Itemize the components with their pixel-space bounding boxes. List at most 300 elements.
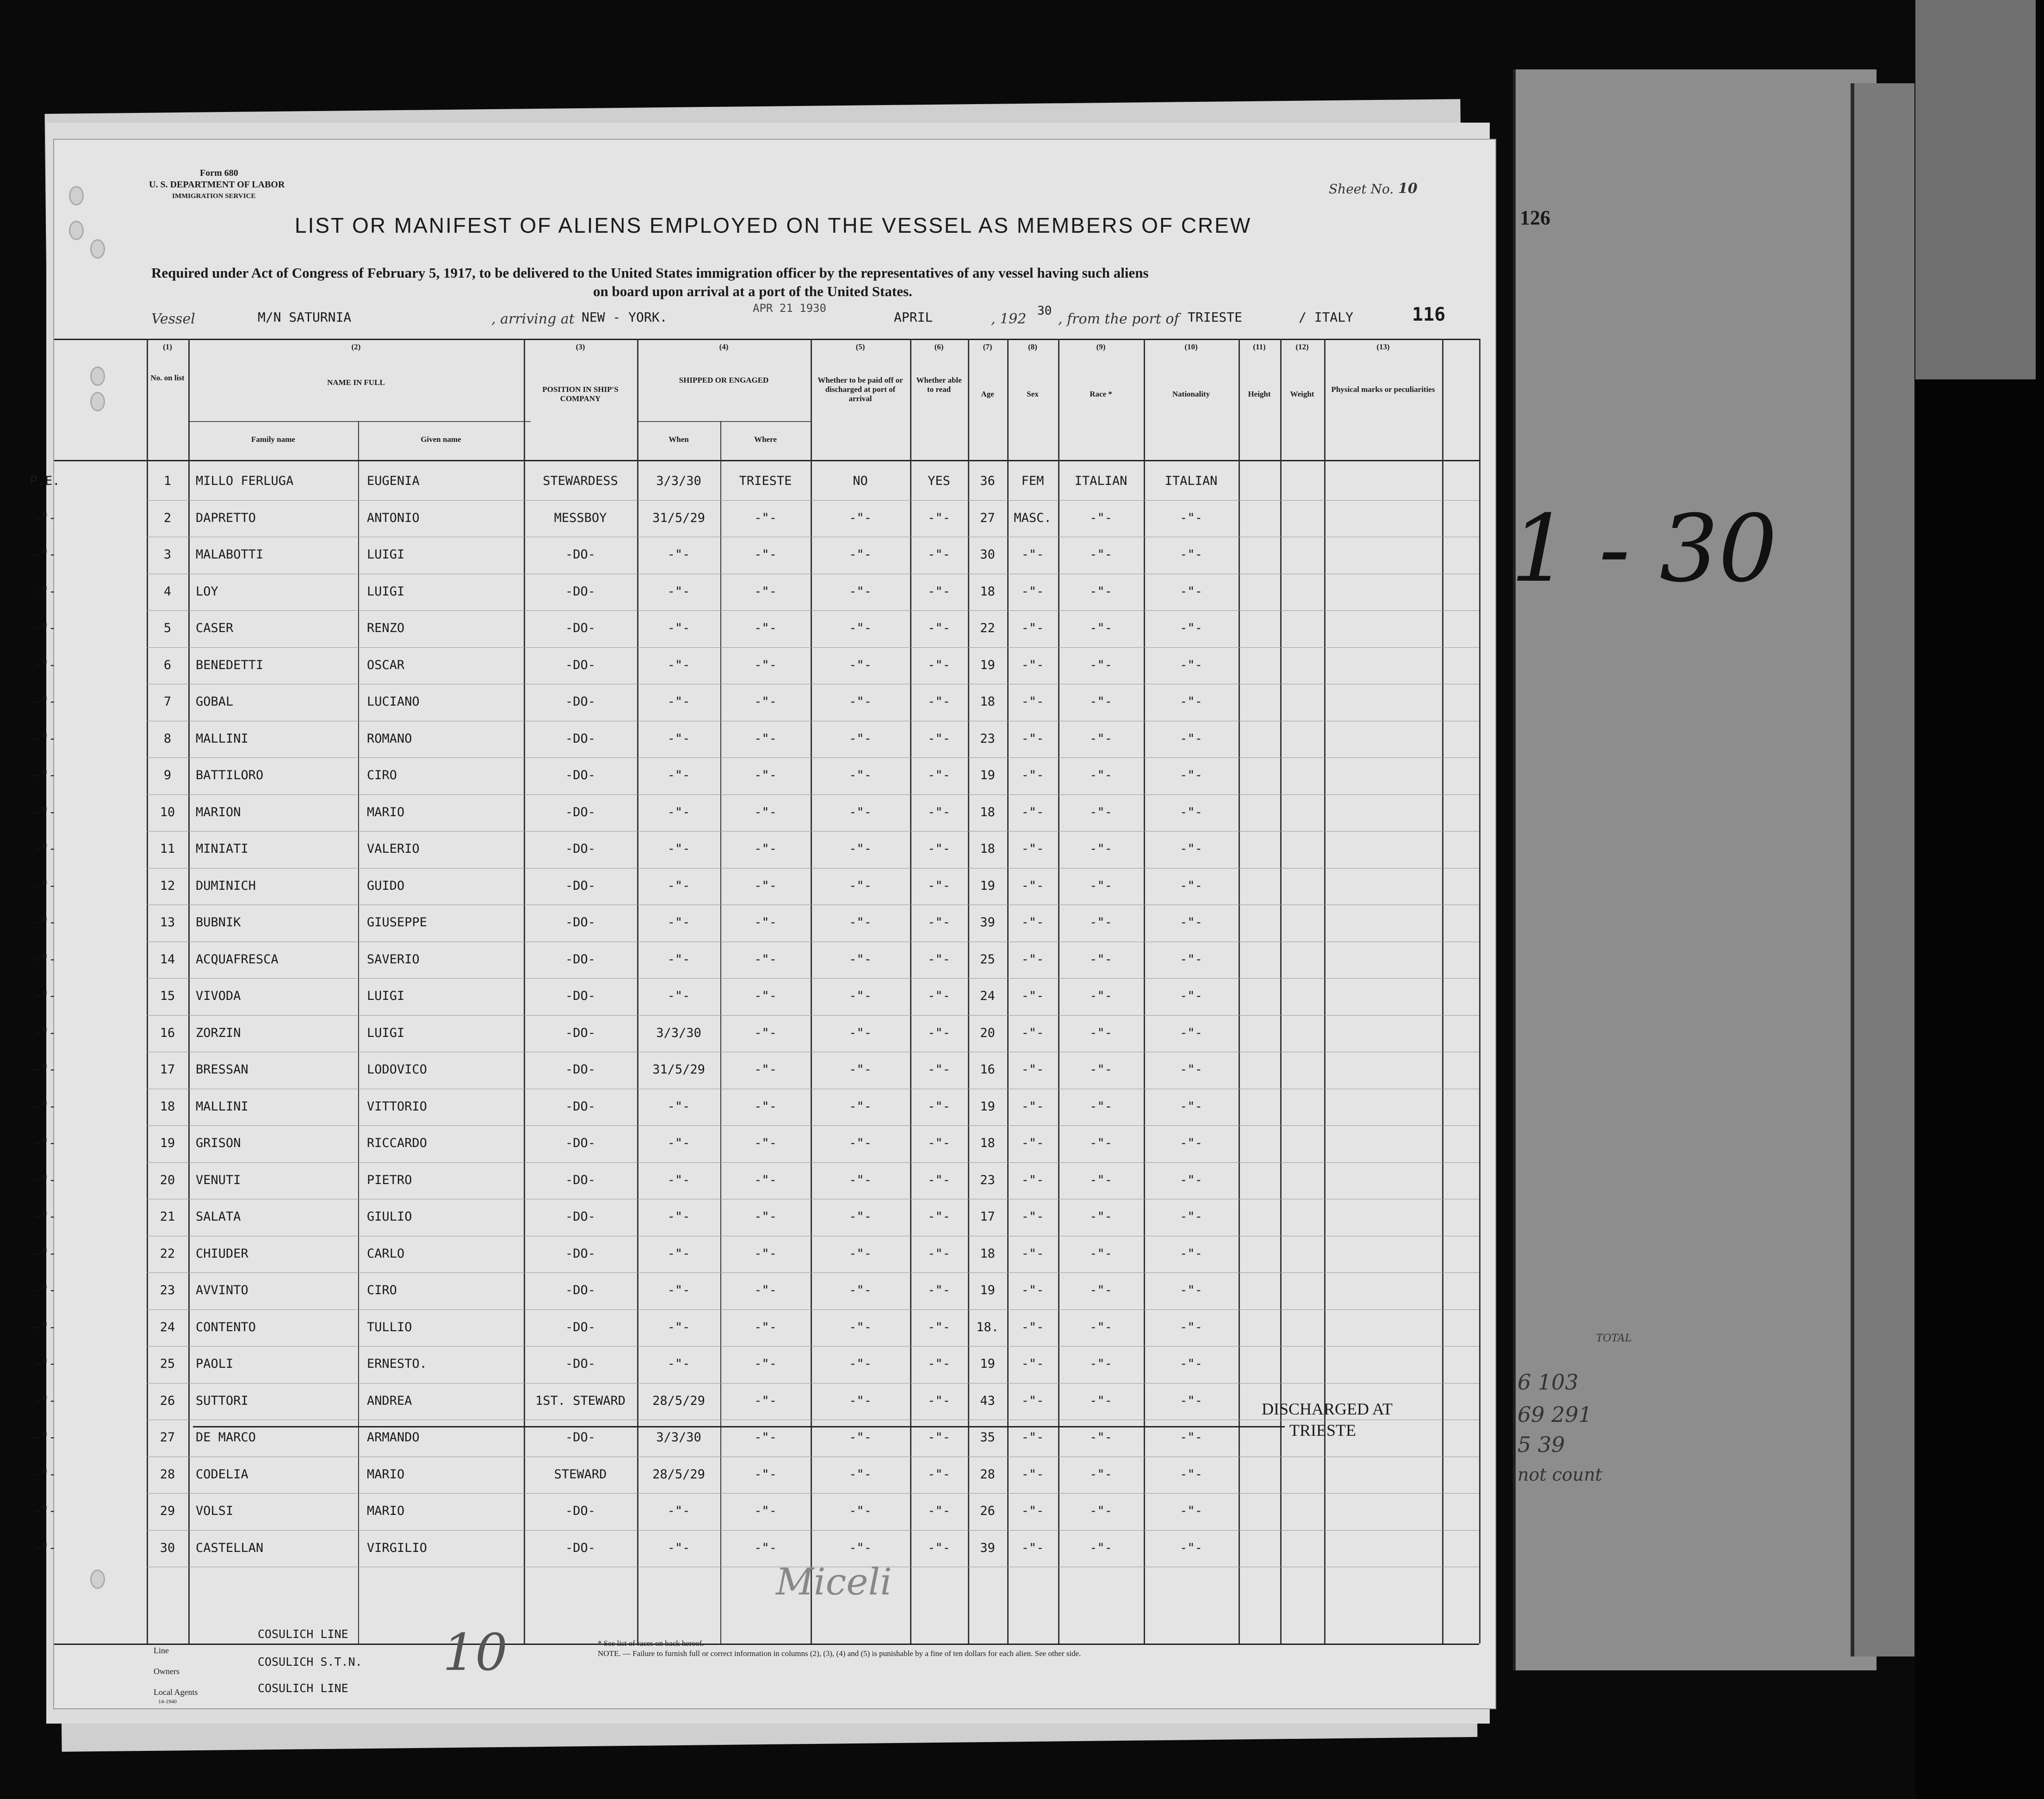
given-name: MARIO (367, 805, 405, 819)
row-number: 2 (163, 510, 172, 525)
nationality: -"- (1180, 695, 1202, 709)
strikethrough-line (193, 1426, 1285, 1427)
nationality: -"- (1180, 1136, 1202, 1150)
sex: -"- (1021, 1320, 1044, 1334)
nationality: -"- (1180, 1320, 1202, 1334)
position: STEWARD (554, 1467, 607, 1482)
table-top-rule (54, 339, 1479, 340)
paid-off: -"- (849, 805, 872, 819)
races-note: * See list of races on back hereof. (598, 1639, 704, 1648)
sex: MASC. (1014, 510, 1052, 525)
able-to-read: -"- (928, 1062, 950, 1077)
shipped-when: 3/3/30 (656, 1025, 701, 1040)
family-name: ACQUAFRESCA (196, 952, 279, 967)
manifest-subtitle-2: on board upon arrival at a port of the United States. (593, 283, 912, 299)
line-value: COSULICH LINE (258, 1627, 348, 1641)
year-label: , 192 (991, 311, 1027, 327)
shipped-where: -"- (754, 731, 777, 746)
given-name: ANTONIO (367, 510, 420, 525)
shipped-when: -"- (667, 805, 690, 819)
shipped-where: -"- (754, 1357, 777, 1371)
nationality: -"- (1180, 989, 1202, 1003)
nationality: -"- (1180, 1210, 1202, 1224)
shipped-when: -"- (667, 695, 690, 709)
row-margin-mark: -"- (33, 1357, 56, 1371)
race: -"- (1090, 1504, 1112, 1518)
shipped-when: 28/5/29 (652, 1467, 705, 1482)
sex: -"- (1021, 1357, 1044, 1371)
age: 23 (980, 731, 995, 746)
agents-value: COSULICH LINE (258, 1681, 348, 1695)
col-number: (2) (351, 342, 361, 351)
col-number: (1) (163, 342, 172, 351)
header-nationality: Nationality (1172, 390, 1210, 398)
paid-off: -"- (849, 1210, 872, 1224)
family-name: CODELIA (196, 1467, 248, 1482)
nationality: -"- (1180, 1357, 1202, 1371)
given-name: ERNESTO. (367, 1357, 427, 1371)
shipped-where: -"- (754, 989, 777, 1003)
header-position: POSITION IN SHIP'S COMPANY (542, 385, 619, 403)
able-to-read: -"- (928, 805, 950, 819)
given-name: PIETRO (367, 1172, 412, 1187)
nationality: -"- (1180, 1504, 1202, 1518)
stamp-number: 116 (1412, 304, 1446, 325)
family-name: BATTILORO (196, 768, 264, 782)
paid-off: -"- (849, 1062, 872, 1077)
age: 18 (980, 1136, 995, 1150)
shipped-when: -"- (667, 584, 690, 599)
shipped-when: -"- (667, 658, 690, 672)
given-name: ANDREA (367, 1393, 412, 1408)
header-sex: Sex (1027, 390, 1039, 398)
age: 36 (980, 474, 995, 488)
age: 28 (980, 1467, 995, 1482)
table-row (33, 979, 1479, 1016)
table-body (30, 464, 1479, 1644)
able-to-read: -"- (928, 621, 950, 635)
shipped-where: -"- (754, 658, 777, 672)
table-row (33, 1273, 1479, 1310)
position: -DO- (565, 915, 596, 930)
shipped-when: -"- (667, 1283, 690, 1297)
row-margin-mark: -"- (33, 658, 56, 672)
row-margin-mark: -"- (33, 842, 56, 856)
age: 39 (980, 915, 995, 930)
paid-off: -"- (849, 1357, 872, 1371)
race: -"- (1090, 989, 1112, 1003)
family-name: MILLO FERLUGA (196, 474, 294, 488)
table-row (33, 574, 1479, 611)
family-name: MALLINI (196, 731, 248, 746)
shipped-when: -"- (667, 878, 690, 893)
row-margin-mark: -"- (33, 768, 56, 782)
shipped-when: -"- (667, 731, 690, 746)
position: -DO- (565, 952, 596, 967)
age: 18 (980, 805, 995, 819)
row-margin-mark: -"- (33, 584, 56, 599)
paid-off: -"- (849, 547, 872, 562)
position: -DO- (565, 658, 596, 672)
shipped-where: -"- (754, 1210, 777, 1224)
race: -"- (1090, 1320, 1112, 1334)
shipped-where: -"- (754, 584, 777, 599)
row-margin-mark: -"- (33, 989, 56, 1003)
sex: -"- (1021, 1246, 1044, 1261)
shipped-when: -"- (667, 915, 690, 930)
age: 30 (980, 547, 995, 562)
age: 18 (980, 842, 995, 856)
given-name: ARMANDO (367, 1430, 420, 1445)
shipped-where: -"- (754, 1430, 777, 1445)
table-row (33, 868, 1479, 906)
shipped-when: 28/5/29 (652, 1393, 705, 1408)
row-number: 8 (163, 731, 172, 746)
given-name: CIRO (367, 1283, 397, 1297)
age: 20 (980, 1025, 995, 1040)
row-number: 26 (160, 1393, 175, 1408)
nationality: -"- (1180, 731, 1202, 746)
race: -"- (1090, 805, 1112, 819)
position: -DO- (565, 1025, 596, 1040)
given-name: ROMANO (367, 731, 412, 746)
header-where: Where (754, 435, 777, 444)
sex: -"- (1021, 768, 1044, 782)
able-to-read: -"- (928, 952, 950, 967)
binding-strip (1915, 0, 2036, 379)
row-number: 24 (160, 1320, 175, 1334)
tally-line: not count (1518, 1464, 1603, 1485)
given-name: LUIGI (367, 989, 405, 1003)
family-name: BRESSAN (196, 1062, 248, 1077)
age: 22 (980, 621, 995, 635)
shipped-when: -"- (667, 1172, 690, 1187)
given-name: VIRGILIO (367, 1540, 427, 1555)
able-to-read: -"- (928, 658, 950, 672)
row-number: 28 (160, 1467, 175, 1482)
table-row (33, 1457, 1479, 1494)
able-to-read: -"- (928, 1430, 950, 1445)
shipped-where: -"- (754, 805, 777, 819)
header-no-on-list: No. on list (150, 373, 185, 382)
able-to-read: -"- (928, 1540, 950, 1555)
header-bottom-rule (54, 460, 1479, 461)
subheader-rule (637, 421, 811, 422)
position: -DO- (565, 805, 596, 819)
paid-off: -"- (849, 989, 872, 1003)
given-name: VITTORIO (367, 1099, 427, 1114)
given-name: GIULIO (367, 1210, 412, 1224)
race: -"- (1090, 731, 1112, 746)
sex: -"- (1021, 1136, 1044, 1150)
given-name: SAVERIO (367, 952, 420, 967)
header-family-name: Family name (251, 435, 295, 444)
fine-note: NOTE. — Failure to furnish full or correct information in columns (2), (3), (4) and (5) is punishable by a fine of ten dollars for each alien. See other side. (598, 1649, 1081, 1658)
row-number: 1 (163, 474, 172, 488)
race: -"- (1090, 1172, 1112, 1187)
family-name: GRISON (196, 1136, 241, 1150)
nationality: -"- (1180, 1025, 1202, 1040)
shipped-when: -"- (667, 1540, 690, 1555)
sheet-label: Sheet No. (1329, 181, 1394, 197)
header-shipped: SHIPPED OR ENGAGED (679, 376, 769, 385)
sex: -"- (1021, 1172, 1044, 1187)
nationality: -"- (1180, 878, 1202, 893)
row-number: 27 (160, 1430, 175, 1445)
tally-line: 5 39 (1518, 1432, 1565, 1457)
position: STEWARDESS (543, 474, 618, 488)
col-number: (11) (1253, 342, 1266, 351)
header-when: When (669, 435, 689, 444)
shipped-where: -"- (754, 915, 777, 930)
given-name: MARIO (367, 1467, 405, 1482)
sex: -"- (1021, 1467, 1044, 1482)
table-row (30, 464, 1479, 501)
shipped-where: -"- (754, 1320, 777, 1334)
col-number: (6) (934, 342, 944, 351)
sex: -"- (1021, 1025, 1044, 1040)
position: -DO- (565, 1062, 596, 1077)
race: -"- (1090, 1062, 1112, 1077)
nationality: -"- (1180, 842, 1202, 856)
paid-off: -"- (849, 1467, 872, 1482)
age: 18 (980, 584, 995, 599)
able-to-read: -"- (928, 878, 950, 893)
nationality: -"- (1180, 1467, 1202, 1482)
age: 19 (980, 658, 995, 672)
given-name: GIUSEPPE (367, 915, 427, 930)
header-paid-off: Whether to be paid off or discharged at port of arrival (818, 376, 903, 403)
paid-off: -"- (849, 915, 872, 930)
race: -"- (1090, 695, 1112, 709)
row-number: 6 (163, 658, 172, 672)
position: -DO- (565, 1210, 596, 1224)
header-physical-marks: Physical marks or peculiarities (1331, 385, 1435, 394)
background-sheet-edge (1851, 83, 1914, 1656)
family-name: CHIUDER (196, 1246, 248, 1261)
race: -"- (1090, 1099, 1112, 1114)
nationality: -"- (1180, 768, 1202, 782)
nationality: -"- (1180, 1099, 1202, 1114)
row-margin-mark: -"- (33, 1283, 56, 1297)
age: 18 (980, 695, 995, 709)
shipped-where: -"- (754, 842, 777, 856)
nationality: -"- (1180, 1393, 1202, 1408)
manifest-sheet (30, 139, 1496, 1709)
row-number: 25 (160, 1357, 175, 1371)
sheet-number: 10 (1398, 180, 1418, 197)
col-number: (5) (855, 342, 865, 351)
row-margin-mark: -"- (33, 1504, 56, 1518)
table-row (33, 648, 1479, 685)
position: MESSBOY (554, 510, 607, 525)
paid-off: -"- (849, 658, 872, 672)
sex: -"- (1021, 1283, 1044, 1297)
row-number: 10 (160, 805, 175, 819)
age: 19 (980, 1357, 995, 1371)
row-number: 9 (163, 768, 172, 782)
row-margin-mark: -"- (33, 1172, 56, 1187)
able-to-read: -"- (928, 695, 950, 709)
table-row (33, 501, 1479, 538)
paid-off: -"- (849, 768, 872, 782)
vessel-label: Vessel (151, 311, 195, 327)
able-to-read: -"- (928, 1320, 950, 1334)
row-number: 16 (160, 1025, 175, 1040)
given-name: LODOVICO (367, 1062, 427, 1077)
table-row (33, 1420, 1479, 1457)
table-row (33, 1346, 1479, 1383)
table-row (33, 1089, 1479, 1126)
able-to-read: -"- (928, 731, 950, 746)
able-to-read: -"- (928, 584, 950, 599)
position: -DO- (565, 1136, 596, 1150)
header-able-to-read: Whether able to read (916, 376, 962, 394)
table-row (33, 795, 1479, 832)
race: -"- (1090, 1393, 1112, 1408)
tally-line: TOTAL (1596, 1333, 1632, 1344)
sex: -"- (1021, 1430, 1044, 1445)
race: -"- (1090, 952, 1112, 967)
from-port: TRIESTE (1188, 310, 1243, 325)
row-number: 4 (163, 584, 172, 599)
shipped-when: -"- (667, 1210, 690, 1224)
row-margin-mark: -"- (33, 695, 56, 709)
given-name: LUIGI (367, 584, 405, 599)
position: 1ST. STEWARD (535, 1393, 626, 1408)
age: 43 (980, 1393, 995, 1408)
shipped-where: -"- (754, 621, 777, 635)
shipped-where: -"- (754, 1393, 777, 1408)
paid-off: -"- (849, 731, 872, 746)
sex: FEM (1021, 474, 1044, 488)
margin-page-number: 126 (1520, 206, 1550, 229)
row-margin-mark: -"- (33, 1393, 56, 1408)
paid-off: -"- (849, 1172, 872, 1187)
family-name: CASER (196, 621, 234, 635)
family-name: GOBAL (196, 695, 234, 709)
position: -DO- (565, 1504, 596, 1518)
age: 17 (980, 1210, 995, 1224)
arrival-stamp-date: APR 21 1930 (753, 302, 826, 315)
book-binding (1915, 0, 2044, 1799)
nationality: -"- (1180, 547, 1202, 562)
able-to-read: -"- (928, 510, 950, 525)
header-given-name: Given name (421, 435, 461, 444)
row-margin-mark: -"- (33, 1136, 56, 1150)
able-to-read: -"- (928, 1357, 950, 1371)
table-row (33, 684, 1479, 721)
arriving-label: , arriving at (491, 311, 575, 327)
row-margin-mark: -"- (33, 1540, 56, 1555)
able-to-read: -"- (928, 1210, 950, 1224)
shipped-where: -"- (754, 547, 777, 562)
family-name: VIVODA (196, 989, 241, 1003)
background-sheet (1513, 69, 1877, 1670)
shipped-where: -"- (754, 1283, 777, 1297)
row-number: 17 (160, 1062, 175, 1077)
shipped-when: -"- (667, 621, 690, 635)
shipped-where: -"- (754, 1136, 777, 1150)
race: -"- (1090, 1210, 1112, 1224)
race: ITALIAN (1074, 474, 1127, 488)
family-name: SALATA (196, 1210, 241, 1224)
header-age: Age (981, 390, 994, 398)
line-label: Line (154, 1646, 169, 1655)
table-row (33, 942, 1479, 979)
age: 18 (980, 1246, 995, 1261)
position: -DO- (565, 1320, 596, 1334)
nationality: -"- (1180, 1246, 1202, 1261)
race: -"- (1090, 510, 1112, 525)
table-row (33, 1531, 1479, 1568)
shipped-where: -"- (754, 878, 777, 893)
paid-off: -"- (849, 1136, 872, 1150)
row-margin-mark: -"- (33, 952, 56, 967)
arrival-port: NEW - YORK. (582, 310, 668, 325)
table-row (33, 1199, 1479, 1236)
nationality: ITALIAN (1164, 474, 1218, 488)
race: -"- (1090, 621, 1112, 635)
sex: -"- (1021, 1210, 1044, 1224)
sex: -"- (1021, 1099, 1044, 1114)
age: 26 (980, 1504, 995, 1518)
race: -"- (1090, 878, 1112, 893)
paid-off: -"- (849, 1025, 872, 1040)
shipped-where: -"- (754, 1099, 777, 1114)
age: 24 (980, 989, 995, 1003)
col-number: (12) (1295, 342, 1309, 351)
family-name: BUBNIK (196, 915, 241, 930)
able-to-read: -"- (928, 1246, 950, 1261)
shipped-where: -"- (754, 1025, 777, 1040)
paid-off: -"- (849, 1430, 872, 1445)
position: -DO- (565, 878, 596, 893)
shipped-when: -"- (667, 1320, 690, 1334)
shipped-where: -"- (754, 1540, 777, 1555)
family-name: CASTELLAN (196, 1540, 264, 1555)
paid-off: NO (853, 474, 868, 488)
sex: -"- (1021, 1540, 1044, 1555)
row-margin-mark: -"- (33, 805, 56, 819)
manifest-subtitle-1: Required under Act of Congress of February 5, 1917, to be delivered to the United States immigration officer by the representatives of any vessel having such aliens (151, 265, 1149, 281)
table-row (33, 1163, 1479, 1200)
from-country: / ITALY (1299, 310, 1354, 325)
sex: -"- (1021, 878, 1044, 893)
sex: -"- (1021, 952, 1044, 967)
position: -DO- (565, 1246, 596, 1261)
position: -DO- (565, 621, 596, 635)
manifest-title: LIST OR MANIFEST OF ALIENS EMPLOYED ON THE VESSEL AS MEMBERS OF CREW (295, 213, 1252, 237)
race: -"- (1090, 1025, 1112, 1040)
paid-off: -"- (849, 1246, 872, 1261)
shipped-when: -"- (667, 1246, 690, 1261)
paid-off: -"- (849, 510, 872, 525)
nationality: -"- (1180, 952, 1202, 967)
table-bottom-rule (54, 1644, 1479, 1645)
row-number: 19 (160, 1136, 175, 1150)
position: -DO- (565, 768, 596, 782)
given-name: LUIGI (367, 547, 405, 562)
family-name: AVVINTO (196, 1283, 248, 1297)
shipped-when: 31/5/29 (652, 1062, 705, 1077)
paid-off: -"- (849, 952, 872, 967)
col-number: (4) (719, 342, 729, 351)
sex: -"- (1021, 1393, 1044, 1408)
able-to-read: -"- (928, 1283, 950, 1297)
shipped-when: -"- (667, 952, 690, 967)
given-name: MARIO (367, 1504, 405, 1518)
